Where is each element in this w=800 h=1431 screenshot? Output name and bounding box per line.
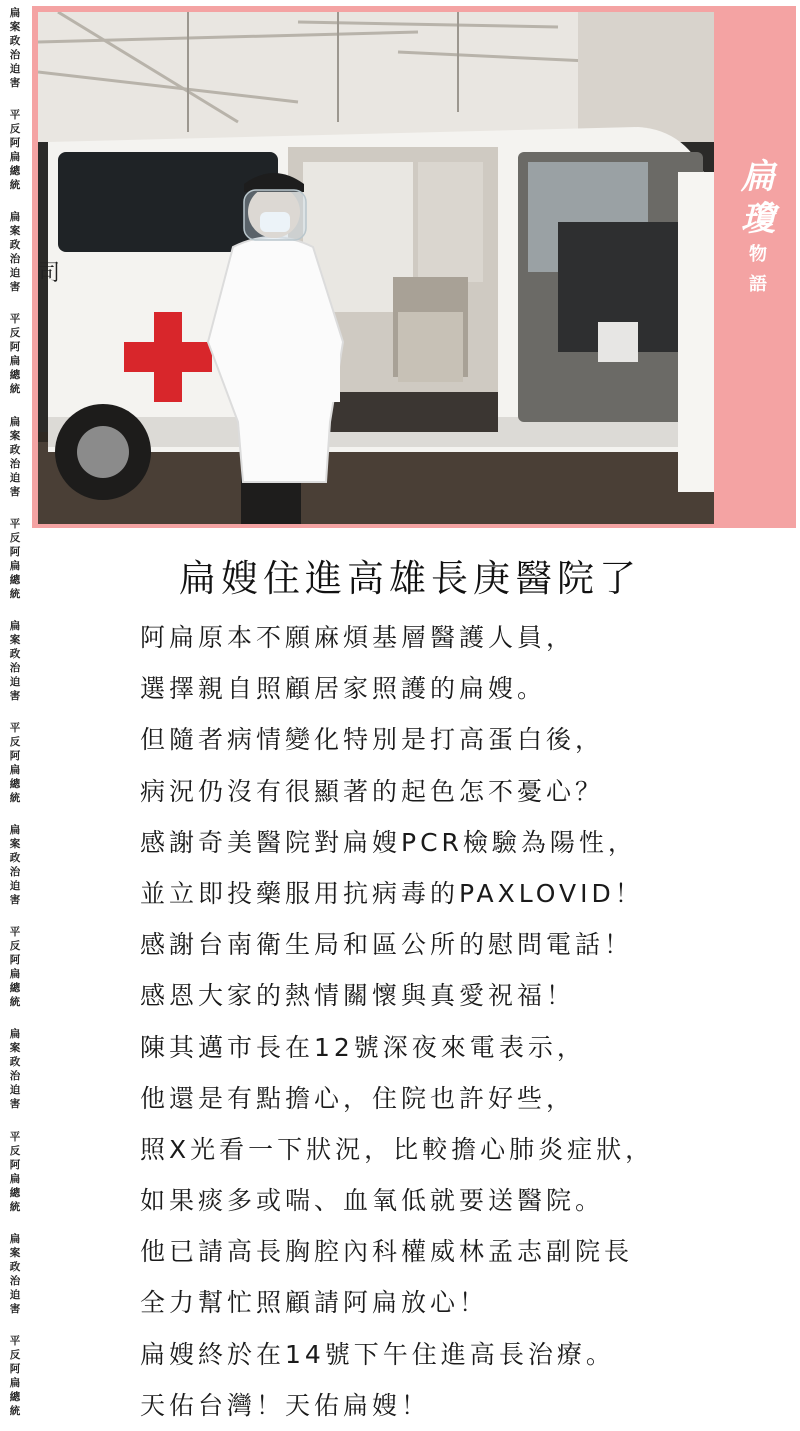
- side-slogan-char: 統: [9, 1404, 21, 1417]
- body-line: 如果痰多或喘、血氧低就要送醫院。: [140, 1186, 605, 1216]
- body-line: 照X光看一下狀況，比較擔心肺炎症狀，: [140, 1134, 655, 1164]
- body-line: 但隨者病情變化特別是打高蛋白後，: [140, 725, 605, 755]
- photo-frame: [32, 6, 796, 528]
- side-slogan-char: 反: [9, 327, 21, 340]
- stamp-char-3: 物: [749, 244, 767, 265]
- side-slogan-char: 統: [9, 587, 21, 600]
- side-slogan-char: 害: [9, 1098, 21, 1111]
- body-line: 阿扁原本不願麻煩基層醫護人員，: [140, 623, 576, 652]
- side-slogan-president: [10, 721, 21, 805]
- side-slogan-char: 統: [9, 791, 21, 804]
- side-slogan-case: [10, 823, 21, 907]
- side-slogan-char: 治: [9, 49, 21, 61]
- side-slogan-char: 治: [9, 1070, 21, 1083]
- side-slogan-char: 反: [9, 123, 21, 136]
- side-slogan-char: 扁: [9, 824, 21, 837]
- side-slogan-char: 案: [9, 429, 21, 442]
- side-slogan-char: 平: [9, 517, 21, 530]
- body-line: 感謝奇美醫院對扁嫂PCR檢驗為陽性，: [140, 827, 637, 857]
- side-slogan-char: 平: [9, 721, 21, 734]
- ambulance-photo: [38, 12, 714, 524]
- side-slogan-president: [10, 1130, 21, 1214]
- side-slogan-char: 反: [9, 940, 21, 953]
- side-slogan-char: 政: [9, 35, 21, 47]
- side-slogan-case: [10, 1027, 21, 1111]
- stamp-char-1: 扁: [741, 157, 775, 197]
- side-slogan-char: 害: [9, 1302, 21, 1315]
- side-slogan-char: 案: [9, 225, 21, 238]
- side-slogan-char: 害: [9, 689, 21, 702]
- side-slogan-char: 治: [9, 457, 21, 470]
- side-slogan-char: 迫: [9, 267, 21, 280]
- side-slogan-char: 迫: [9, 675, 21, 688]
- side-slogan-char: 政: [9, 443, 21, 456]
- side-slogan-char: 阿: [9, 545, 21, 558]
- side-slogan-char: 平: [9, 1130, 21, 1143]
- side-slogan-char: 扁: [9, 1376, 21, 1389]
- side-slogan-case: [10, 1232, 21, 1316]
- side-slogan-char: 扁: [9, 415, 21, 428]
- side-slogan-president: [10, 108, 21, 192]
- side-slogan-char: 平: [9, 313, 21, 326]
- side-slogan-president: [10, 517, 21, 601]
- body-line: 選擇親自照顧居家照護的扁嫂。: [140, 674, 547, 704]
- body-line: 感恩大家的熱情關懷與真愛祝福！: [140, 981, 576, 1011]
- side-slogan-char: 政: [9, 1260, 21, 1273]
- ambulance-side-text: 司: [38, 261, 61, 286]
- side-slogan-char: 扁: [9, 355, 21, 368]
- body-line: 陳其邁市長在12號深夜來電表示，: [140, 1032, 586, 1062]
- red-cross-horizontal: [124, 342, 212, 372]
- side-slogan-char: 害: [9, 485, 21, 498]
- body-line: 他還是有點擔心，住院也許好些，: [140, 1083, 576, 1113]
- side-slogan-char: 政: [9, 1056, 21, 1069]
- side-slogan-char: 反: [9, 1144, 21, 1157]
- body-text: [140, 612, 790, 1431]
- side-slogan-char: 政: [9, 239, 21, 252]
- side-slogan-char: 迫: [9, 471, 21, 484]
- body-line: 病況仍沒有很顯著的起色怎不憂心？: [140, 776, 605, 806]
- side-slogan-char: 扁: [9, 619, 21, 632]
- side-slogan-char: 統: [9, 383, 21, 396]
- body-line: 他已請高長胸腔內科權威林孟志副院長: [140, 1237, 634, 1267]
- side-slogan-char: 總: [9, 982, 21, 995]
- body-line: 感謝台南衛生局和區公所的慰問電話！: [140, 930, 634, 960]
- side-slogan-char: 阿: [9, 749, 21, 762]
- side-slogan-char: 政: [9, 647, 21, 660]
- side-slogan-char: 扁: [9, 968, 21, 981]
- side-slogan-char: 總: [9, 573, 21, 586]
- side-slogan-char: 平: [9, 1334, 21, 1347]
- stamp-logo: [732, 156, 784, 356]
- side-slogan-char: 迫: [9, 880, 21, 893]
- side-slogan-char: 平: [9, 109, 21, 122]
- side-slogan-char: 總: [9, 369, 21, 382]
- side-slogan-char: 反: [9, 531, 21, 544]
- side-slogan-char: 阿: [9, 341, 21, 354]
- side-slogan-case: [10, 619, 21, 703]
- side-slogan-char: 統: [9, 996, 21, 1009]
- side-slogan-char: 政: [9, 852, 21, 865]
- side-slogan-char: 害: [9, 894, 21, 907]
- side-slogan-char: 反: [9, 735, 21, 748]
- side-slogan-column: [4, 6, 26, 1418]
- body-line: 天佑台灣！天佑扁嫂！: [140, 1390, 431, 1420]
- side-slogan-char: 案: [9, 633, 21, 646]
- side-slogan-char: 總: [9, 777, 21, 790]
- body-line: 全力幫忙照顧請阿扁放心！: [140, 1288, 489, 1318]
- side-slogan-char: 案: [9, 1042, 21, 1055]
- side-slogan-char: 統: [9, 1200, 21, 1213]
- side-slogan-char: 阿: [9, 1362, 21, 1375]
- side-slogan-char: 扁: [9, 151, 21, 164]
- side-slogan-char: 統: [9, 179, 21, 192]
- side-slogan-char: 阿: [9, 137, 21, 150]
- side-slogan-char: 治: [9, 1274, 21, 1287]
- side-slogan-char: 案: [9, 21, 21, 33]
- side-slogan-char: 扁: [9, 7, 21, 19]
- side-slogan-char: 案: [9, 838, 21, 851]
- stamp-char-2: 瓊: [741, 199, 775, 239]
- side-slogan-char: 扁: [9, 559, 21, 572]
- side-slogan-president: [10, 312, 21, 396]
- body-line: 並立即投藥服用抗病毒的PAXLOVID！: [140, 878, 644, 908]
- side-slogan-char: 扁: [9, 763, 21, 776]
- side-slogan-char: 平: [9, 926, 21, 939]
- side-slogan-char: 治: [9, 253, 21, 266]
- side-slogan-char: 害: [9, 281, 21, 294]
- stamp-char-4: 語: [749, 274, 767, 295]
- side-slogan-char: 阿: [9, 1158, 21, 1171]
- side-slogan-char: 反: [9, 1348, 21, 1361]
- side-slogan-case: [10, 210, 21, 294]
- side-slogan-char: 總: [9, 1186, 21, 1199]
- side-slogan-char: 迫: [9, 63, 21, 75]
- side-slogan-char: 案: [9, 1246, 21, 1259]
- side-slogan-char: 總: [9, 165, 21, 178]
- ambulance-photo-illustration: [38, 12, 714, 524]
- body-line: 扁嫂終於在14號下午住進高長治療。: [140, 1339, 615, 1369]
- side-slogan-char: 阿: [9, 954, 21, 967]
- side-slogan-president: [10, 925, 21, 1009]
- side-slogan-president: [10, 1334, 21, 1418]
- side-slogan-char: 害: [9, 77, 21, 89]
- side-slogan-char: 總: [9, 1390, 21, 1403]
- side-slogan-case: [10, 415, 21, 499]
- headline: 扁嫂住進高雄長庚醫院了: [179, 557, 641, 600]
- side-slogan-char: 扁: [9, 1028, 21, 1041]
- side-slogan-char: 治: [9, 866, 21, 879]
- side-slogan-case: [10, 6, 21, 90]
- side-slogan-char: 治: [9, 661, 21, 674]
- side-slogan-char: 扁: [9, 1172, 21, 1185]
- side-slogan-char: 扁: [9, 1232, 21, 1245]
- side-slogan-char: 迫: [9, 1288, 21, 1301]
- side-slogan-char: 扁: [9, 211, 21, 224]
- side-slogan-char: 迫: [9, 1084, 21, 1097]
